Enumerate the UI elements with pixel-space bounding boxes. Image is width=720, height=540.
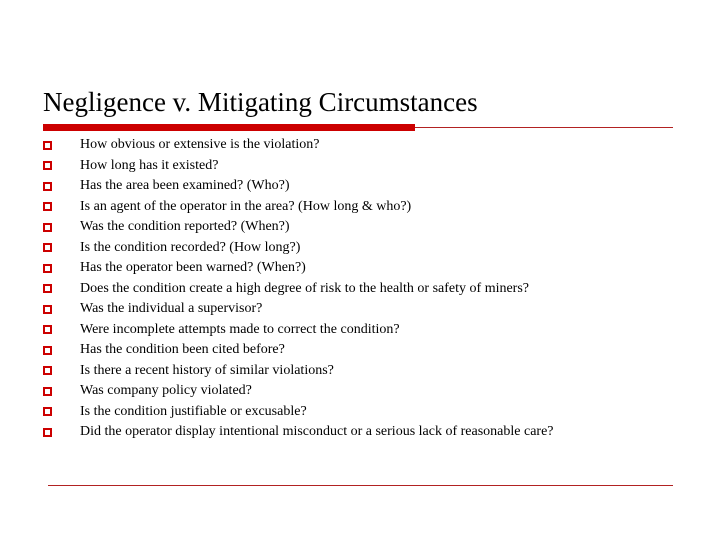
list-item	[43, 402, 554, 423]
hollow-square-bullet-icon	[43, 325, 52, 334]
list-item-text: Has the operator been warned? (When?)	[80, 260, 306, 276]
hollow-square-bullet-icon	[43, 141, 52, 150]
title-divider-accent	[43, 124, 415, 131]
hollow-square-bullet-icon	[43, 284, 52, 293]
hollow-square-bullet-icon	[43, 305, 52, 314]
list-item	[43, 340, 554, 361]
list-item	[43, 320, 554, 341]
list-item	[43, 422, 554, 443]
hollow-square-bullet-icon	[43, 366, 52, 375]
list-item-text: Has the area been examined? (Who?)	[80, 178, 290, 194]
list-item-text: Did the operator display intentional misconduct or a serious lack of reasonable care?	[80, 424, 554, 440]
hollow-square-bullet-icon	[43, 264, 52, 273]
list-item	[43, 156, 554, 177]
list-item	[43, 279, 554, 300]
list-item-text: Was the individual a supervisor?	[80, 301, 263, 317]
hollow-square-bullet-icon	[43, 387, 52, 396]
list-item	[43, 299, 554, 320]
hollow-square-bullet-icon	[43, 428, 52, 437]
list-item	[43, 197, 554, 218]
list-item-text: How long has it existed?	[80, 157, 219, 173]
title-divider	[43, 124, 673, 132]
list-item	[43, 176, 554, 197]
hollow-square-bullet-icon	[43, 161, 52, 170]
hollow-square-bullet-icon	[43, 223, 52, 232]
slide-title: Negligence v. Mitigating Circumstances	[43, 87, 478, 117]
list-item-text: Is an agent of the operator in the area? (How long & who?)	[80, 198, 412, 214]
hollow-square-bullet-icon	[43, 182, 52, 191]
list-item	[43, 361, 554, 382]
hollow-square-bullet-icon	[43, 202, 52, 211]
list-item	[43, 381, 554, 402]
list-item-text: How obvious or extensive is the violation?	[80, 137, 320, 153]
bullet-list	[43, 135, 554, 443]
footer-divider	[48, 485, 673, 486]
list-item-text: Was the condition reported? (When?)	[80, 219, 290, 235]
hollow-square-bullet-icon	[43, 407, 52, 416]
hollow-square-bullet-icon	[43, 346, 52, 355]
list-item	[43, 135, 554, 156]
hollow-square-bullet-icon	[43, 243, 52, 252]
list-item	[43, 217, 554, 238]
list-item	[43, 258, 554, 279]
list-item-text: Was company policy violated?	[80, 383, 252, 399]
list-item-text: Is the condition recorded? (How long?)	[80, 239, 301, 255]
list-item-text: Does the condition create a high degree of risk to the health or safety of miners?	[80, 280, 530, 296]
list-item-text: Were incomplete attempts made to correct the condition?	[80, 321, 400, 337]
list-item-text: Is there a recent history of similar violations?	[80, 362, 334, 378]
list-item-text: Is the condition justifiable or excusable?	[80, 403, 307, 419]
list-item-text: Has the condition been cited before?	[80, 342, 285, 358]
list-item	[43, 238, 554, 259]
